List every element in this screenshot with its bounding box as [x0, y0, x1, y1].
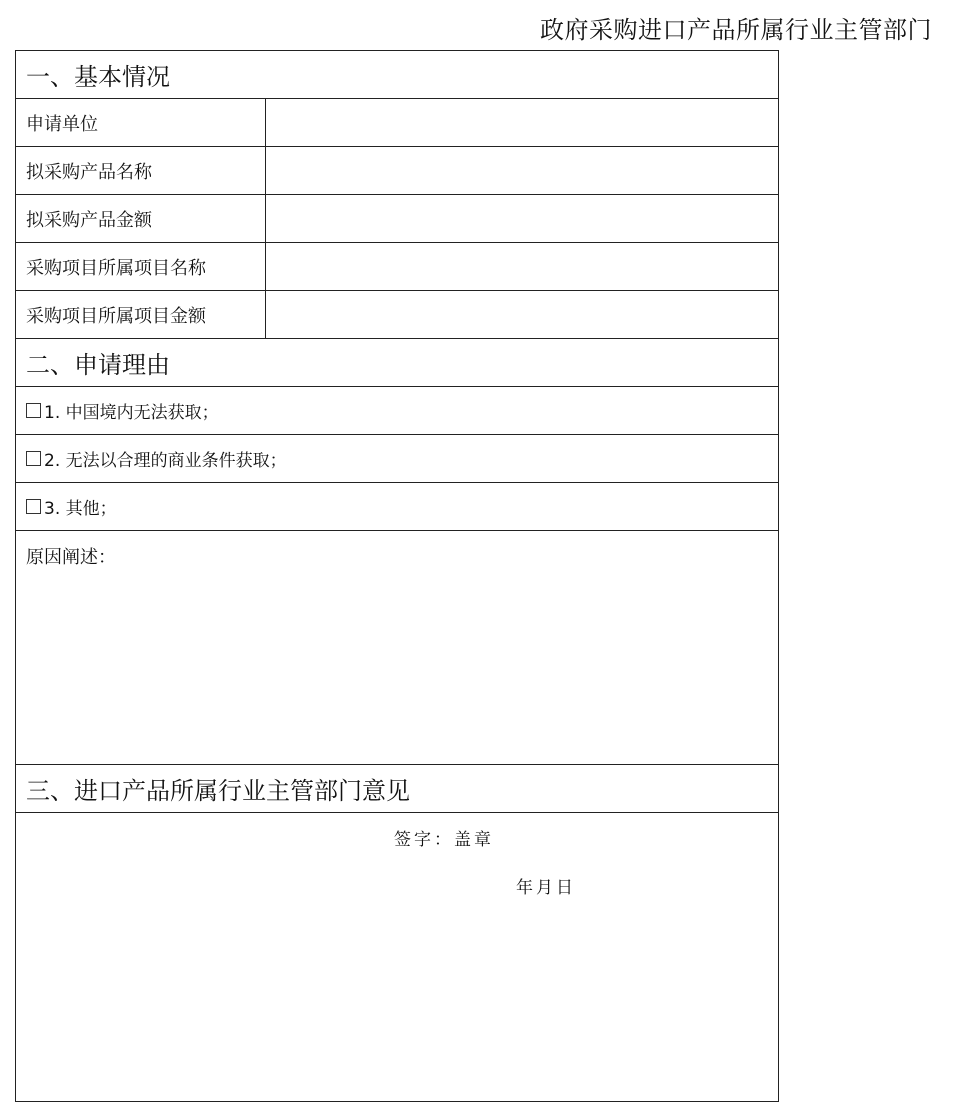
- checkbox[interactable]: [26, 403, 41, 418]
- field-row-product-name: [16, 147, 778, 195]
- reason-option-label: 3. 其他；: [44, 499, 117, 519]
- field-label: 拟采购产品金额: [16, 195, 266, 242]
- checkbox[interactable]: [26, 451, 41, 466]
- field-label: 申请单位: [16, 99, 266, 146]
- field-row-applicant: [16, 99, 778, 147]
- reason-option-1[interactable]: [16, 387, 778, 435]
- document-title: 政府采购进口产品所属行业主管部门: [540, 16, 932, 44]
- application-form: [15, 50, 779, 1102]
- product-amount-input[interactable]: [266, 195, 778, 242]
- field-label: 拟采购产品名称: [16, 147, 266, 194]
- field-row-project-amount: [16, 291, 778, 339]
- reason-option-3[interactable]: [16, 483, 778, 531]
- signature-label: 签字：盖章: [394, 830, 494, 850]
- reason-option-label: 1. 中国境内无法获取；: [44, 403, 219, 423]
- section-heading-opinion: 三、进口产品所属行业主管部门意见: [16, 765, 778, 813]
- date-label: 年月日: [516, 878, 576, 898]
- checkbox[interactable]: [26, 499, 41, 514]
- field-label: 采购项目所属项目金额: [16, 291, 266, 338]
- opinion-area[interactable]: [16, 813, 778, 1101]
- field-row-project-name: [16, 243, 778, 291]
- section-heading-reasons: 二、申请理由: [16, 339, 778, 387]
- project-amount-input[interactable]: [266, 291, 778, 338]
- reason-option-2[interactable]: [16, 435, 778, 483]
- reason-option-label: 2. 无法以合理的商业条件获取；: [44, 451, 287, 471]
- applicant-input[interactable]: [266, 99, 778, 146]
- product-name-input[interactable]: [266, 147, 778, 194]
- project-name-input[interactable]: [266, 243, 778, 290]
- reason-explanation-label: 原因阐述：: [26, 547, 116, 568]
- field-row-product-amount: [16, 195, 778, 243]
- field-label: 采购项目所属项目名称: [16, 243, 266, 290]
- section-heading-basic: 一、基本情况: [16, 51, 778, 99]
- reason-explanation-area[interactable]: [16, 531, 778, 765]
